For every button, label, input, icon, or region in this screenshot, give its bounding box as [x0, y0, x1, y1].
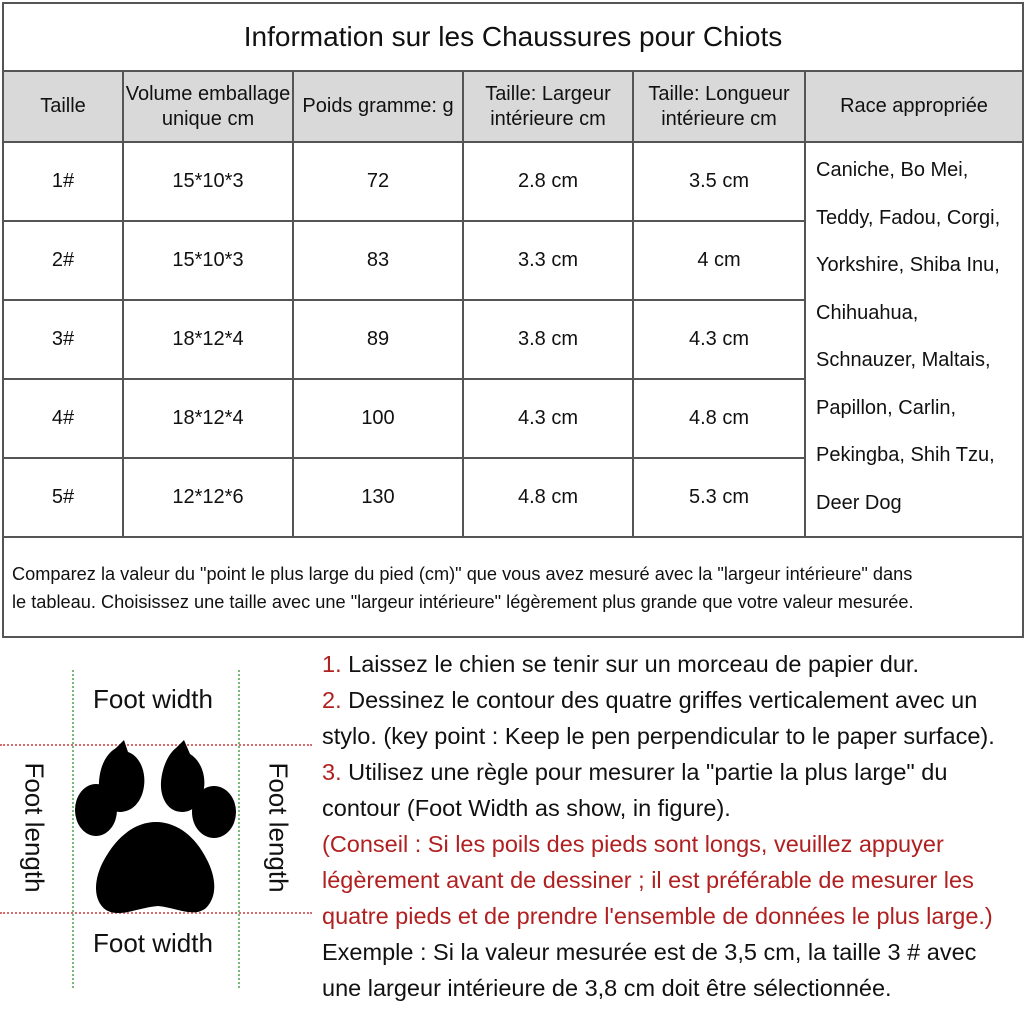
step-2: [322, 682, 1022, 718]
step-3: [322, 754, 1022, 790]
cell-weight: 100: [293, 379, 463, 458]
header-inner-width: Taille: Largeur intérieure cm: [463, 71, 633, 142]
example-line: une largeur intérieure de 3,8 cm doit être sélectionnée.: [322, 975, 892, 1001]
cell-inner-length: 5.3 cm: [633, 458, 805, 537]
breed-line: Deer Dog: [816, 491, 902, 514]
cell-size: 1#: [3, 142, 123, 221]
header-package-volume: Volume emballage unique cm: [123, 71, 293, 142]
cell-inner-length: 4.8 cm: [633, 379, 805, 458]
cell-inner-width: 3.3 cm: [463, 221, 633, 300]
header-inner-length: Taille: Longueur intérieure cm: [633, 71, 805, 142]
table-header-row: [3, 71, 1023, 142]
table-row: [3, 142, 1023, 221]
vertical-guide-right: [238, 670, 240, 988]
foot-length-label-right: Foot length: [263, 762, 294, 893]
size-table: [2, 2, 1024, 638]
cell-size: 3#: [3, 300, 123, 379]
cell-inner-width: 3.8 cm: [463, 300, 633, 379]
cell-volume: 12*12*6: [123, 458, 293, 537]
step-2-text: Dessinez le contour des quatre griffes verticalement avec un: [341, 687, 978, 713]
cell-weight: 72: [293, 142, 463, 221]
cell-inner-length: 4 cm: [633, 221, 805, 300]
tip-line: quatre pieds et de prendre l'ensemble de données le plus large.): [322, 903, 993, 929]
comparison-note: [3, 537, 1023, 637]
table-title: Information sur les Chaussures pour Chiots: [3, 3, 1023, 71]
cell-weight: 89: [293, 300, 463, 379]
cell-size: 4#: [3, 379, 123, 458]
foot-width-label-top: Foot width: [93, 684, 213, 714]
step-2-number: 2.: [322, 687, 342, 713]
breed-list: [805, 142, 1023, 537]
cell-volume: 15*10*3: [123, 221, 293, 300]
step-1-text: Laissez le chien se tenir sur un morceau de papier dur.: [341, 651, 919, 677]
paw-measurement-diagram: [0, 660, 312, 1024]
breed-line: Chihuahua,: [816, 301, 919, 324]
cell-size: 5#: [3, 458, 123, 537]
cell-weight: 130: [293, 458, 463, 537]
breed-line: Yorkshire, Shiba Inu,: [816, 254, 1000, 276]
step-1: [322, 646, 1022, 682]
header-size: Taille: [3, 71, 123, 142]
paw-print-icon: [74, 740, 238, 916]
example-line: Exemple : Si la valeur mesurée est de 3,5 cm, la taille 3 # avec: [322, 939, 977, 965]
cell-size: 2#: [3, 221, 123, 300]
cell-inner-width: 4.8 cm: [463, 458, 633, 537]
breed-line: Pekingba, Shih Tzu,: [816, 444, 995, 466]
foot-length-label-left: Foot length: [19, 762, 50, 893]
foot-width-label-bottom: Foot width: [93, 928, 213, 958]
step-3-number: 3.: [322, 759, 342, 785]
breed-line: Schnauzer, Maltais,: [816, 349, 991, 371]
step-3-text: Utilisez une règle pour mesurer la "partie la plus large" du: [341, 759, 948, 785]
step-3-continued: contour (Foot Width as show, in figure).: [322, 795, 731, 821]
breed-line: Teddy, Fadou, Corgi,: [816, 206, 1001, 229]
cell-volume: 15*10*3: [123, 142, 293, 221]
tip-line: (Conseil : Si les poils des pieds sont longs, veuillez appuyer: [322, 831, 944, 857]
cell-volume: 18*12*4: [123, 300, 293, 379]
cell-weight: 83: [293, 221, 463, 300]
step-2-continued: stylo. (key point : Keep le pen perpendicular to le paper surface).: [322, 723, 995, 749]
cell-inner-width: 4.3 cm: [463, 379, 633, 458]
measurement-instructions: [322, 646, 1022, 1006]
note-line: Comparez la valeur du "point le plus large du pied (cm)" que vous avez mesuré avec la "largeur intérieure" dans: [12, 564, 913, 584]
cell-inner-length: 3.5 cm: [633, 142, 805, 221]
header-weight: Poids gramme: g: [293, 71, 463, 142]
tip-line: légèrement avant de dessiner ; il est préférable de mesurer les: [322, 867, 974, 893]
header-suitable-breed: Race appropriée: [805, 71, 1023, 142]
note-line: le tableau. Choisissez une taille avec une "largeur intérieure" légèrement plus grande que votre valeur mesurée.: [12, 592, 914, 612]
cell-inner-length: 4.3 cm: [633, 300, 805, 379]
breed-line: Papillon, Carlin,: [816, 396, 957, 419]
cell-inner-width: 2.8 cm: [463, 142, 633, 221]
cell-volume: 18*12*4: [123, 379, 293, 458]
breed-line: Caniche, Bo Mei,: [816, 159, 969, 181]
step-1-number: 1.: [322, 651, 342, 677]
